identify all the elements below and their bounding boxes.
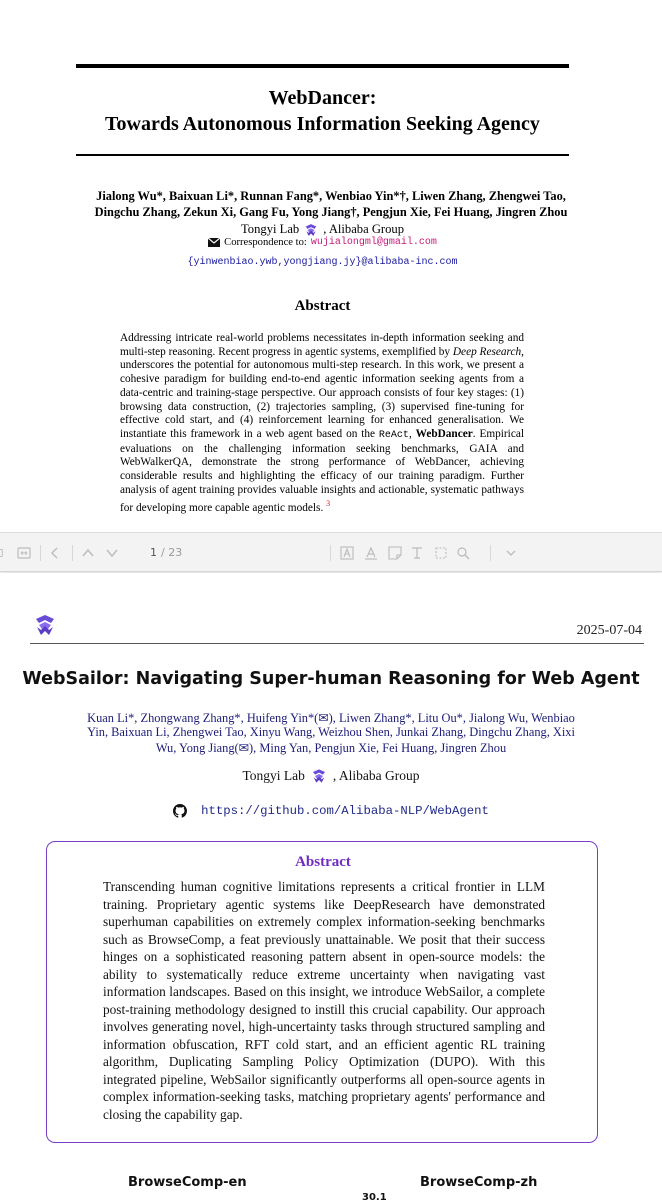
group-name: , Alibaba Group: [323, 222, 405, 236]
tongyi-logo-icon: [310, 768, 328, 784]
highlight-icon[interactable]: [364, 545, 378, 561]
chart-value-label: 30.1: [362, 1192, 387, 1200]
abstract-box: [46, 841, 598, 1143]
toggle-sidebar-icon[interactable]: [0, 545, 8, 561]
paper2-title: WebSailor: Navigating Super-human Reasoning for Web Agent: [22, 669, 640, 689]
paper-page-websailor: [0, 573, 662, 1200]
chart-label-browsecomp-en: BrowseComp-en: [128, 1175, 247, 1190]
header-rule: [30, 643, 644, 644]
github-link-row: [0, 804, 662, 818]
footnote-mark[interactable]: 3: [326, 499, 331, 509]
toolbar-divider: [330, 545, 331, 561]
paper2-authors-line3: Wu, Yong Jiang(✉), Ming Yan, Pengjun Xie, Fei Huang, Jingren Zhou: [155, 741, 507, 755]
email-link[interactable]: wujialongml@gmail.com: [310, 237, 437, 248]
paper1-correspondence: [76, 237, 569, 248]
tongyi-logo-icon: [303, 223, 319, 237]
paper1-title-line2: Towards Autonomous Information Seeking Agency: [105, 113, 540, 135]
paper2-affiliation: [0, 768, 662, 784]
paper2-authors-line2: Yin, Baixuan Li, Zhengwei Tao, Xinyu Wang, Weizhou Shen, Junkai Zhang, Dingchu Zhang, Xixi: [87, 725, 575, 739]
chart-label-browsecomp-zh: BrowseComp-zh: [420, 1175, 538, 1190]
insert-icon[interactable]: [410, 545, 424, 561]
lab-name: Tongyi Lab: [240, 222, 300, 236]
envelope-icon: [208, 238, 220, 247]
page-indicator[interactable]: [150, 546, 182, 559]
title-rule-bottom: [76, 154, 569, 156]
current-page[interactable]: 1: [150, 546, 157, 559]
note-icon[interactable]: [388, 545, 402, 561]
paper1-title-line1: WebDancer:: [268, 87, 377, 109]
email-group-link[interactable]: {yinwenbiao.ywb,yongjiang.jy}@alibaba-inc.com: [187, 257, 458, 268]
group-name: , Alibaba Group: [332, 768, 420, 783]
more-icon[interactable]: [504, 545, 518, 561]
correspondence-label: Correspondence to:: [224, 237, 307, 248]
lab-name: Tongyi Lab: [242, 768, 305, 783]
title-rule-top: [76, 64, 569, 68]
find-icon[interactable]: [456, 545, 470, 561]
paper2-abstract: Transcending human cognitive limitations represents a critical frontier in LLM training. Proprietary agentic systems like DeepResearch have demonstrated superhuman capabilities on extremely complex information-seeking benchmarks such as BrowseComp, a feat previously unattainable. We posit that their success hinges on a sophisticated reasoning pattern absent in open-source models: the ability to systematically reduce extreme uncertainty when navigating vast information landscapes. Based on this insight, we introduce WebSailor, a complete post-training methodology designed to instill this crucial capability. Our approach involves generating novel, high-uncertainty tasks through structured sampling and information obfuscation, RFT cold start, and an efficient agentic RL training algorithm, Duplicating Sampling Policy Optimization (DUPO). With this integrated pipeline, WebSailor significantly outperforms all open-source agents in complex information-seeking tasks, matching proprietary agents' performance and closing the capability gap.: [103, 879, 545, 1122]
toolbar-divider: [490, 545, 491, 561]
paper2-abstract-heading: Abstract: [295, 854, 351, 870]
paper1-affiliation: [76, 222, 569, 237]
toolbar-divider: [72, 545, 73, 561]
back-icon[interactable]: [48, 545, 62, 561]
tongyi-logo-icon: [32, 613, 58, 637]
github-url-link[interactable]: https://github.com/Alibaba-NLP/WebAgent: [201, 804, 489, 818]
paper1-correspondence-line2: [76, 251, 569, 269]
page-up-icon[interactable]: [80, 545, 96, 561]
fit-page-icon[interactable]: [16, 545, 32, 561]
github-icon: [173, 804, 187, 818]
paper1-abstract-heading: Abstract: [294, 298, 351, 314]
pdf-viewer-toolbar: [0, 532, 662, 572]
text-box-icon[interactable]: [340, 545, 354, 561]
paper2-authors-line1: Kuan Li*, Zhongwang Zhang*, Huifeng Yin*(✉), Liwen Zhang*, Litu Ou*, Jialong Wu, Wenbiao: [87, 711, 575, 725]
total-pages: / 23: [161, 546, 183, 559]
paper1-authors-line1: Jialong Wu*, Baixuan Li*, Runnan Fang*, Wenbiao Yin*†, Liwen Zhang, Zhengwei Tao,: [96, 189, 566, 203]
toolbar-divider: [40, 545, 41, 561]
paper1-authors-line2: Dingchu Zhang, Zekun Xi, Gang Fu, Yong Jiang†, Pengjun Xie, Fei Huang, Jingren Zhou: [94, 205, 568, 219]
paper-page-webdancer: [0, 0, 662, 532]
crop-icon[interactable]: [434, 545, 448, 561]
page-down-icon[interactable]: [104, 545, 120, 561]
paper1-abstract: Addressing intricate real-world problems necessitates in-depth information seeking and multi-step reasoning. Recent progress in agentic systems, exemplified by Deep Research, underscores the potential for autonomous multi-step research. In this work, we present a cohesive paradigm for building end-to-end agentic information seeking agents from a data-centric and training-stage perspective. Our approach consists of four key stages: (1) browsing data construction, (2) trajectories sampling, (3) supervised fine-tuning for effective cold start, and (4) reinforcement learning for enhanced generalisation. We instantiate this framework in a web agent based on the ReAct, WebDancer. Empirical evaluations on the challenging information seeking benchmarks, GAIA and WebWalkerQA, demonstrate the strong performance of WebDancer, achieving considerable results and highlighting the efficacy of our training paradigm. Further analysis of agent training provides valuable insights and actionable, systematic pathways for developing more capable agentic models. $^3$: [120, 332, 524, 515]
paper2-date: 2025-07-04: [576, 623, 642, 638]
